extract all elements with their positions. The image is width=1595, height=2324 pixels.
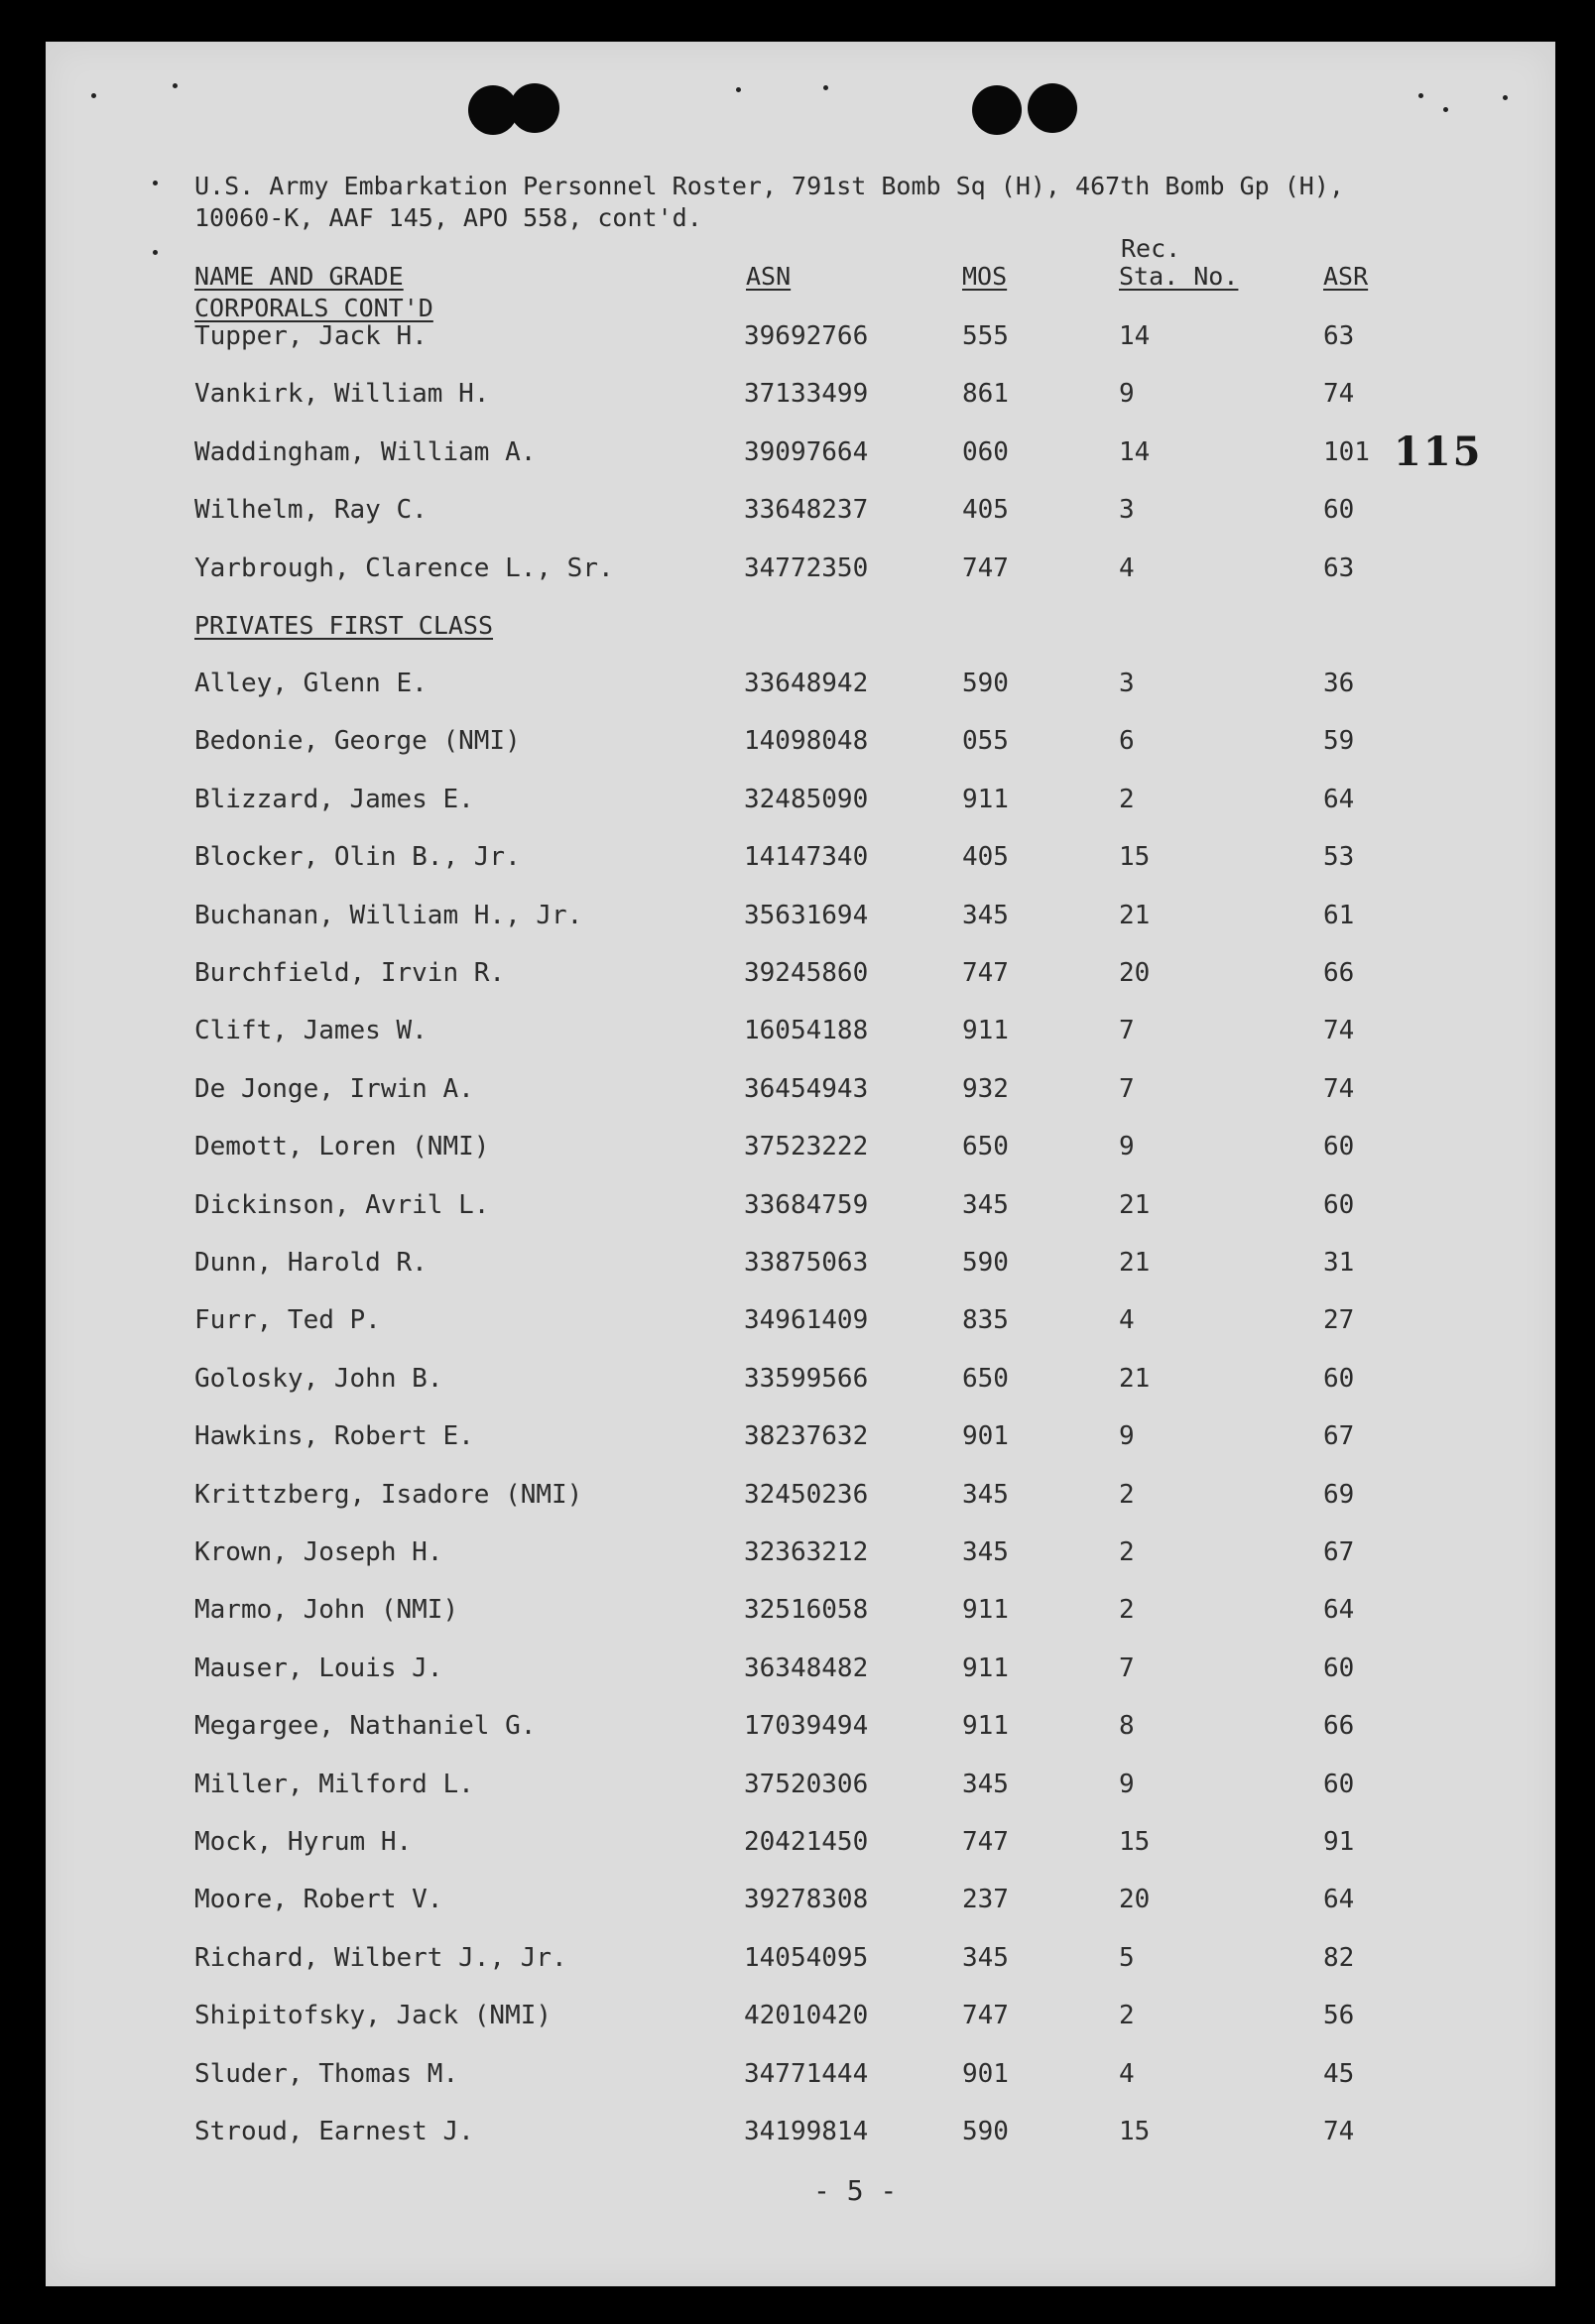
roster-cell-name: Wilhelm, Ray C.: [194, 495, 428, 525]
roster-cell-asr: 36: [1323, 669, 1355, 698]
roster-cell-asr: 53: [1323, 842, 1355, 872]
speck: [91, 93, 96, 98]
roster-cell-rec: 7: [1119, 1074, 1135, 1104]
roster-cell-rec: 2: [1119, 1480, 1135, 1510]
roster-cell-asr: 64: [1323, 785, 1355, 814]
roster-cell-asr: 64: [1323, 1885, 1355, 1914]
roster-cell-mos: 911: [962, 1711, 1009, 1741]
roster-cell-mos: 861: [962, 379, 1009, 409]
roster-cell-name: Blizzard, James E.: [194, 785, 474, 814]
roster-cell-asr: 91: [1323, 1827, 1355, 1857]
roster-cell-rec: 5: [1119, 1943, 1135, 1973]
roster-cell-name: De Jonge, Irwin A.: [194, 1074, 474, 1104]
roster-cell-asn: 34771444: [744, 2059, 869, 2089]
header-line-1: U.S. Army Embarkation Personnel Roster, 791st Bomb Sq (H), 467th Bomb Gp (H),: [194, 172, 1344, 200]
roster-cell-rec: 20: [1119, 958, 1151, 988]
roster-cell-name: Tupper, Jack H.: [194, 321, 428, 351]
roster-cell-asn: 16054188: [744, 1016, 869, 1045]
roster-cell-mos: 911: [962, 785, 1009, 814]
roster-cell-name: Burchfield, Irvin R.: [194, 958, 506, 988]
roster-cell-mos: 345: [962, 1480, 1009, 1510]
roster-cell-rec: 7: [1119, 1653, 1135, 1683]
roster-cell-name: Clift, James W.: [194, 1016, 428, 1045]
speck: [153, 250, 158, 255]
roster-cell-asr: 101: [1323, 437, 1370, 467]
section-title-privates: PRIVATES FIRST CLASS: [194, 611, 494, 640]
roster-cell-rec: 9: [1119, 379, 1135, 409]
roster-cell-name: Furr, Ted P.: [194, 1305, 381, 1335]
roster-cell-rec: 15: [1119, 2117, 1151, 2146]
roster-cell-name: Dunn, Harold R.: [194, 1248, 428, 1278]
roster-cell-asn: 34772350: [744, 553, 869, 583]
speck: [153, 181, 158, 185]
roster-cell-asn: 39692766: [744, 321, 869, 351]
roster-cell-rec: 4: [1119, 553, 1135, 583]
roster-cell-mos: 590: [962, 669, 1009, 698]
roster-cell-asr: 60: [1323, 1653, 1355, 1683]
roster-cell-asr: 60: [1323, 1132, 1355, 1162]
roster-cell-rec: 9: [1119, 1132, 1135, 1162]
roster-header: [194, 171, 1344, 234]
roster-cell-mos: 055: [962, 726, 1009, 756]
roster-cell-asr: 67: [1323, 1421, 1355, 1451]
roster-cell-mos: 932: [962, 1074, 1009, 1104]
page-number: - 5 -: [813, 2174, 898, 2207]
roster-cell-name: Bedonie, George (NMI): [194, 726, 521, 756]
roster-cell-asn: 14147340: [744, 842, 869, 872]
roster-cell-asr: 63: [1323, 553, 1355, 583]
roster-cell-name: Alley, Glenn E.: [194, 669, 428, 698]
roster-cell-name: Golosky, John B.: [194, 1364, 443, 1394]
roster-cell-asn: 33875063: [744, 1248, 869, 1278]
roster-cell-rec: 21: [1119, 1190, 1151, 1220]
roster-cell-rec: 4: [1119, 1305, 1135, 1335]
roster-cell-mos: 911: [962, 1016, 1009, 1045]
roster-cell-asn: 34961409: [744, 1305, 869, 1335]
roster-cell-name: Buchanan, William H., Jr.: [194, 901, 583, 930]
roster-cell-asr: 63: [1323, 321, 1355, 351]
speck: [173, 83, 178, 88]
roster-cell-mos: 405: [962, 842, 1009, 872]
roster-cell-mos: 911: [962, 1595, 1009, 1625]
roster-cell-mos: 345: [962, 901, 1009, 930]
roster-cell-name: Miller, Milford L.: [194, 1770, 474, 1799]
roster-cell-asn: 33684759: [744, 1190, 869, 1220]
section-title-corporals: CORPORALS CONT'D: [194, 294, 433, 322]
roster-cell-mos: 345: [962, 1190, 1009, 1220]
roster-cell-name: Marmo, John (NMI): [194, 1595, 459, 1625]
col-rec-line2: Sta. No.: [1119, 262, 1239, 291]
col-asr: ASR: [1323, 262, 1369, 291]
roster-cell-name: Waddingham, William A.: [194, 437, 537, 467]
roster-cell-asr: 59: [1323, 726, 1355, 756]
speck: [1503, 95, 1508, 100]
roster-cell-asr: 60: [1323, 1364, 1355, 1394]
roster-cell-mos: 747: [962, 553, 1009, 583]
roster-cell-mos: 555: [962, 321, 1009, 351]
roster-cell-asn: 37520306: [744, 1770, 869, 1799]
roster-cell-asn: 38237632: [744, 1421, 869, 1451]
roster-cell-asn: 32485090: [744, 785, 869, 814]
speck: [1443, 107, 1448, 112]
roster-cell-asr: 74: [1323, 1016, 1355, 1045]
roster-cell-asn: 42010420: [744, 2001, 869, 2030]
roster-cell-mos: 590: [962, 1248, 1009, 1278]
roster-cell-mos: 590: [962, 2117, 1009, 2146]
roster-cell-asr: 27: [1323, 1305, 1355, 1335]
roster-cell-asn: 36348482: [744, 1653, 869, 1683]
roster-cell-name: Hawkins, Robert E.: [194, 1421, 474, 1451]
roster-cell-name: Dickinson, Avril L.: [194, 1190, 490, 1220]
col-mos: MOS: [962, 262, 1008, 291]
roster-cell-asr: 60: [1323, 1770, 1355, 1799]
col-name-grade: NAME AND GRADE: [194, 262, 404, 291]
roster-cell-asn: 39278308: [744, 1885, 869, 1914]
roster-cell-name: Yarbrough, Clarence L., Sr.: [194, 553, 614, 583]
roster-cell-rec: 14: [1119, 321, 1151, 351]
roster-cell-mos: 345: [962, 1943, 1009, 1973]
roster-cell-asr: 60: [1323, 1190, 1355, 1220]
roster-cell-mos: 901: [962, 1421, 1009, 1451]
roster-cell-asr: 74: [1323, 2117, 1355, 2146]
roster-cell-asn: 37523222: [744, 1132, 869, 1162]
roster-cell-name: Mock, Hyrum H.: [194, 1827, 413, 1857]
roster-cell-rec: 2: [1119, 2001, 1135, 2030]
roster-cell-asn: 36454943: [744, 1074, 869, 1104]
punch-hole-right-a: [972, 85, 1022, 135]
roster-cell-asr: 45: [1323, 2059, 1355, 2089]
roster-cell-name: Moore, Robert V.: [194, 1885, 443, 1914]
roster-cell-asr: 67: [1323, 1537, 1355, 1567]
roster-cell-name: Krittzberg, Isadore (NMI): [194, 1480, 583, 1510]
roster-cell-asr: 56: [1323, 2001, 1355, 2030]
roster-cell-asr: 66: [1323, 958, 1355, 988]
roster-cell-asn: 33648942: [744, 669, 869, 698]
roster-cell-asn: 33648237: [744, 495, 869, 525]
col-asn: ASN: [746, 262, 792, 291]
roster-cell-mos: 060: [962, 437, 1009, 467]
roster-cell-rec: 21: [1119, 901, 1151, 930]
page-stamp-number: 115: [1394, 428, 1483, 475]
roster-cell-rec: 9: [1119, 1421, 1135, 1451]
roster-cell-asr: 66: [1323, 1711, 1355, 1741]
roster-cell-mos: 345: [962, 1770, 1009, 1799]
roster-cell-rec: 2: [1119, 1595, 1135, 1625]
roster-cell-name: Blocker, Olin B., Jr.: [194, 842, 521, 872]
roster-cell-mos: 345: [962, 1537, 1009, 1567]
roster-cell-mos: 650: [962, 1364, 1009, 1394]
roster-cell-rec: 3: [1119, 495, 1135, 525]
roster-cell-mos: 835: [962, 1305, 1009, 1335]
roster-cell-asr: 61: [1323, 901, 1355, 930]
roster-cell-mos: 747: [962, 1827, 1009, 1857]
roster-cell-asr: 31: [1323, 1248, 1355, 1278]
roster-cell-asn: 14098048: [744, 726, 869, 756]
punch-hole-left-b: [510, 83, 559, 133]
roster-cell-name: Sluder, Thomas M.: [194, 2059, 459, 2089]
speck: [1418, 93, 1423, 98]
roster-cell-asr: 74: [1323, 1074, 1355, 1104]
roster-cell-asn: 37133499: [744, 379, 869, 409]
roster-cell-name: Stroud, Earnest J.: [194, 2117, 474, 2146]
roster-cell-name: Richard, Wilbert J., Jr.: [194, 1943, 567, 1973]
roster-cell-name: Shipitofsky, Jack (NMI): [194, 2001, 552, 2030]
roster-cell-mos: 747: [962, 958, 1009, 988]
roster-cell-asn: 39097664: [744, 437, 869, 467]
roster-cell-asr: 74: [1323, 379, 1355, 409]
roster-cell-asn: 32516058: [744, 1595, 869, 1625]
roster-cell-asn: 32363212: [744, 1537, 869, 1567]
roster-cell-rec: 21: [1119, 1248, 1151, 1278]
roster-cell-mos: 747: [962, 2001, 1009, 2030]
roster-cell-rec: 21: [1119, 1364, 1151, 1394]
roster-cell-rec: 20: [1119, 1885, 1151, 1914]
roster-cell-asn: 35631694: [744, 901, 869, 930]
roster-cell-mos: 650: [962, 1132, 1009, 1162]
roster-cell-name: Krown, Joseph H.: [194, 1537, 443, 1567]
roster-cell-mos: 901: [962, 2059, 1009, 2089]
roster-cell-name: Megargee, Nathaniel G.: [194, 1711, 537, 1741]
roster-cell-mos: 237: [962, 1885, 1009, 1914]
roster-cell-rec: 6: [1119, 726, 1135, 756]
speck: [823, 85, 828, 90]
roster-cell-asn: 32450236: [744, 1480, 869, 1510]
roster-cell-rec: 3: [1119, 669, 1135, 698]
roster-cell-name: Vankirk, William H.: [194, 379, 490, 409]
roster-cell-asn: 17039494: [744, 1711, 869, 1741]
roster-cell-rec: 15: [1119, 842, 1151, 872]
col-rec-line1: Rec.: [1121, 234, 1181, 263]
roster-cell-rec: 4: [1119, 2059, 1135, 2089]
roster-cell-rec: 9: [1119, 1770, 1135, 1799]
roster-cell-asr: 60: [1323, 495, 1355, 525]
roster-cell-asr: 64: [1323, 1595, 1355, 1625]
roster-cell-asn: 33599566: [744, 1364, 869, 1394]
roster-cell-mos: 911: [962, 1653, 1009, 1683]
roster-cell-asn: 20421450: [744, 1827, 869, 1857]
roster-cell-rec: 2: [1119, 1537, 1135, 1567]
roster-cell-rec: 2: [1119, 785, 1135, 814]
roster-cell-rec: 7: [1119, 1016, 1135, 1045]
roster-cell-rec: 14: [1119, 437, 1151, 467]
roster-cell-asn: 39245860: [744, 958, 869, 988]
punch-hole-right-b: [1028, 83, 1077, 133]
roster-cell-asr: 82: [1323, 1943, 1355, 1973]
roster-cell-name: Demott, Loren (NMI): [194, 1132, 490, 1162]
roster-cell-rec: 15: [1119, 1827, 1151, 1857]
roster-cell-mos: 405: [962, 495, 1009, 525]
roster-cell-asn: 34199814: [744, 2117, 869, 2146]
roster-cell-asr: 69: [1323, 1480, 1355, 1510]
roster-cell-asn: 14054095: [744, 1943, 869, 1973]
speck: [736, 87, 741, 92]
roster-cell-rec: 8: [1119, 1711, 1135, 1741]
roster-cell-name: Mauser, Louis J.: [194, 1653, 443, 1683]
header-line-2: 10060-K, AAF 145, APO 558, cont'd.: [194, 203, 702, 232]
